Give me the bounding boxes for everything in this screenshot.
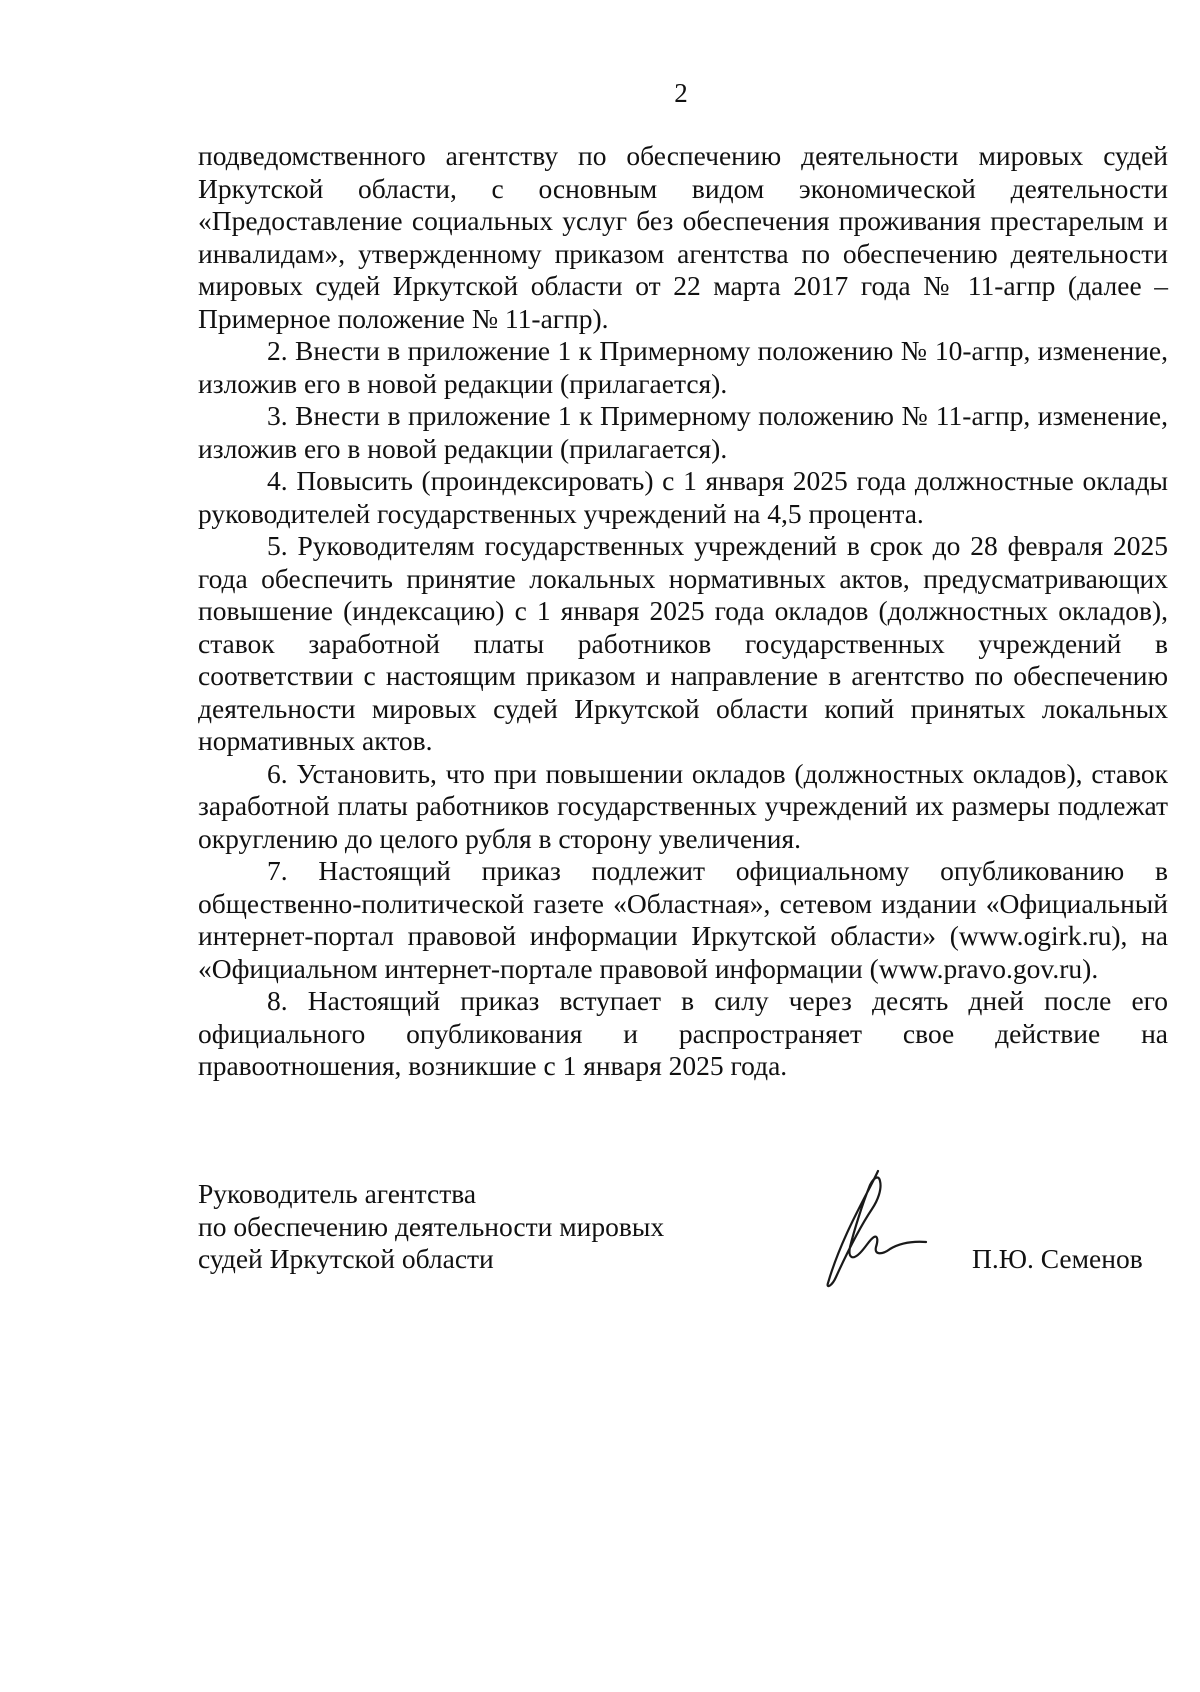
signatory-title-line: судей Иркутской области xyxy=(198,1243,494,1274)
paragraph-item-6: 6. Установить, что при повышении окладов (должностных окладов), ставок заработной платы работников государственных учреждений их размеры подлежат округлению до целого рубля в сторону увеличения. xyxy=(198,757,1168,854)
signatory-title-line: по обеспечению деятельности мировых xyxy=(198,1210,665,1242)
document-body xyxy=(198,140,1168,1083)
signatory-title-line: Руководитель агентства xyxy=(198,1178,477,1209)
paragraph-item-3: 3. Внести в приложение 1 к Примерному положению № 11-агпр, изменение, изложив его в новой редакции (прилагается). xyxy=(198,400,1168,464)
paragraph-item-8: 8. Настоящий приказ вступает в силу через десять дней после его официального опубликования и распространяет свое действие на правоотношения, возникшие с 1 января 2025 года. xyxy=(198,985,1168,1081)
paragraph-continuation: подведомственного агентству по обеспечению деятельности мировых судей Иркутской области, с основным видом экономической деятельности «Предоставление социальных услуг без обеспечения проживания престарелым и инвалидам», утвержденному приказом агентства по обеспечению деятельности мировых судей Иркутской области от 22 марта 2017 года № 11-агпр (далее – Примерное положение № 11-агпр). xyxy=(198,140,1168,334)
page-number: 2 xyxy=(674,78,688,108)
handwritten-signature xyxy=(820,1165,930,1290)
paragraph-item-4: 4. Повысить (проиндексировать) с 1 января 2025 года должностные оклады руководителей государственных учреждений на 4,5 процента. xyxy=(198,465,1168,529)
paragraph-item-2: 2. Внести в приложение 1 к Примерному положению № 10-агпр, изменение, изложив его в новой редакции (прилагается). xyxy=(198,335,1168,399)
paragraph-item-7: 7. Настоящий приказ подлежит официальному опубликованию в общественно-политической газете «Областная», сетевом издании «Официальный интернет-портал правовой информации Иркутской области» (www.ogirk.ru), на «Официальном интернет-портале правовой информации (www.pravo.gov.ru). xyxy=(198,855,1168,984)
paragraph-item-5: 5. Руководителям государственных учреждений в срок до 28 февраля 2025 года обеспечить принятие локальных нормативных актов, предусматривающих повышение (индексацию) с 1 января 2025 года окладов (должностных окладов), ставок заработной платы работников государственных учреждений в соответствии с настоящим приказом и направление в агентство по обеспечению деятельности мировых судей Иркутской области копий принятых локальных нормативных актов. xyxy=(198,530,1168,756)
signatory-name: П.Ю. Семенов xyxy=(972,1243,1143,1274)
signatory-title xyxy=(198,1178,718,1276)
